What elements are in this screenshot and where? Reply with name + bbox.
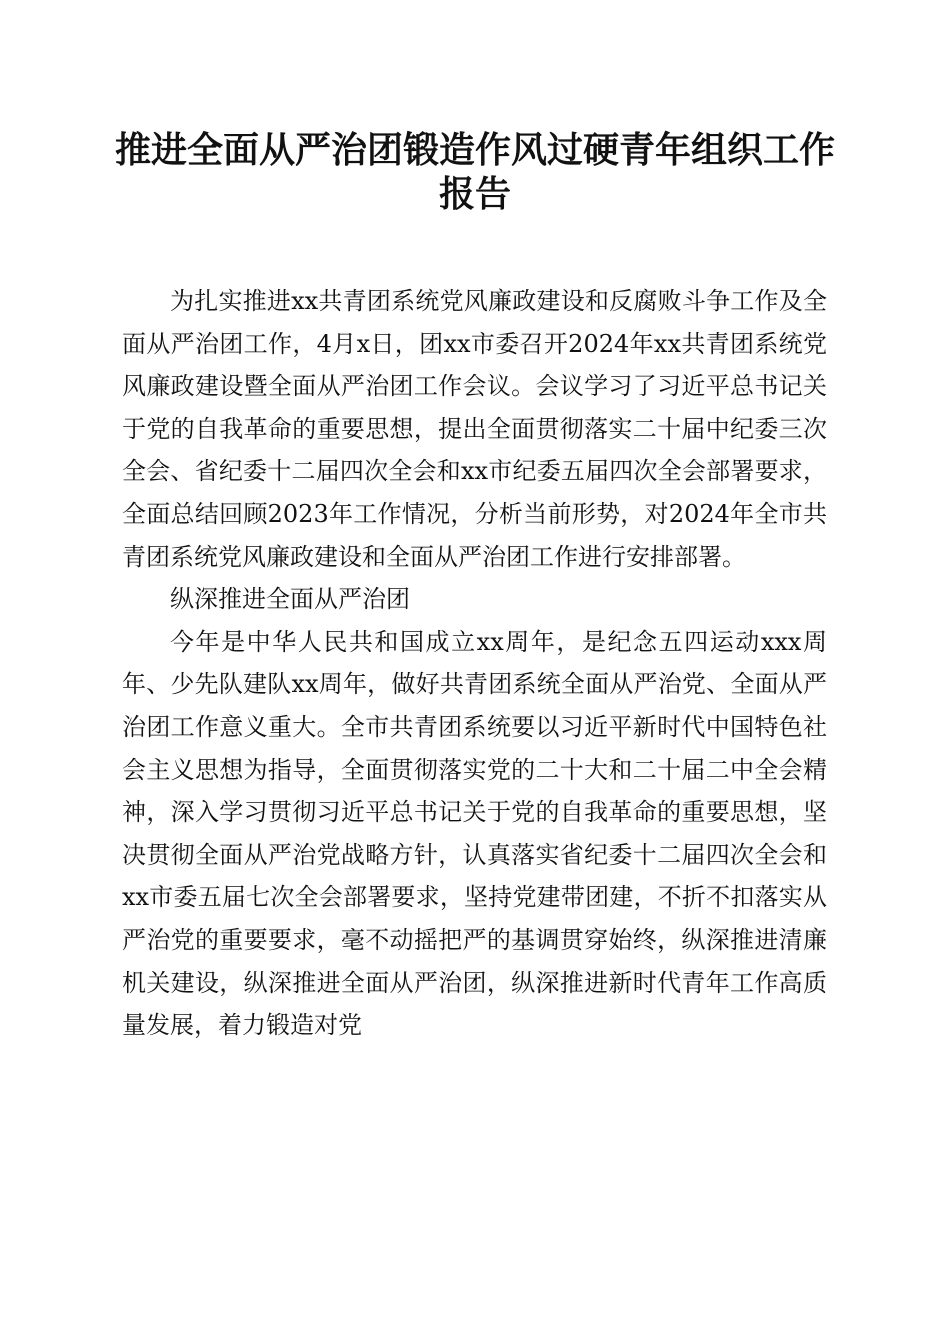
document-body [122, 280, 827, 1047]
paragraph-main: 今年是中华人民共和国成立xx周年，是纪念五四运动xxx周年、少先队建队xx周年，做好共青团系统全面从严治党、全面从严治团工作意义重大。全市共青团系统要以习近平新时代中国特色社会主义思想为指导，全面贯彻落实党的二十大和二十届二中全会精神，深入学习贯彻习近平总书记关于党的自我革命的重要思想，坚决贯彻全面从严治党战略方针，认真落实省纪委十二届四次全会和xx市委五届七次全会部署要求，坚持党建带团建，不折不扣落实从严治党的重要要求，毫不动摇把严的基调贯穿始终，纵深推进清廉机关建设，纵深推进全面从严治团，纵深推进新时代青年工作高质量发展，着力锻造对党 [122, 627, 827, 1040]
section-heading: 纵深推进全面从严治团 [170, 585, 410, 614]
paragraph-intro: 为扎实推进xx共青团系统党风廉政建设和反腐败斗争工作及全面从严治团工作，4月x日，团xx市委召开2024年xx共青团系统党风廉政建设暨全面从严治团工作会议。会议学习了习近平总书记关于党的自我革命的重要思想，提出全面贯彻落实二十届中纪委三次全会、省纪委十二届四次全会和xx市纪委五届四次全会部署要求，全面总结回顾2023年工作情况，分析当前形势，对2024年全市共青团系统党风廉政建设和全面从严治团工作进行安排部署。 [122, 287, 827, 571]
title-line-1: 推进全面从严治团锻造作风过硬青年组织工作 [114, 129, 835, 171]
document-title [110, 128, 840, 216]
title-line-2: 报告 [438, 173, 511, 215]
